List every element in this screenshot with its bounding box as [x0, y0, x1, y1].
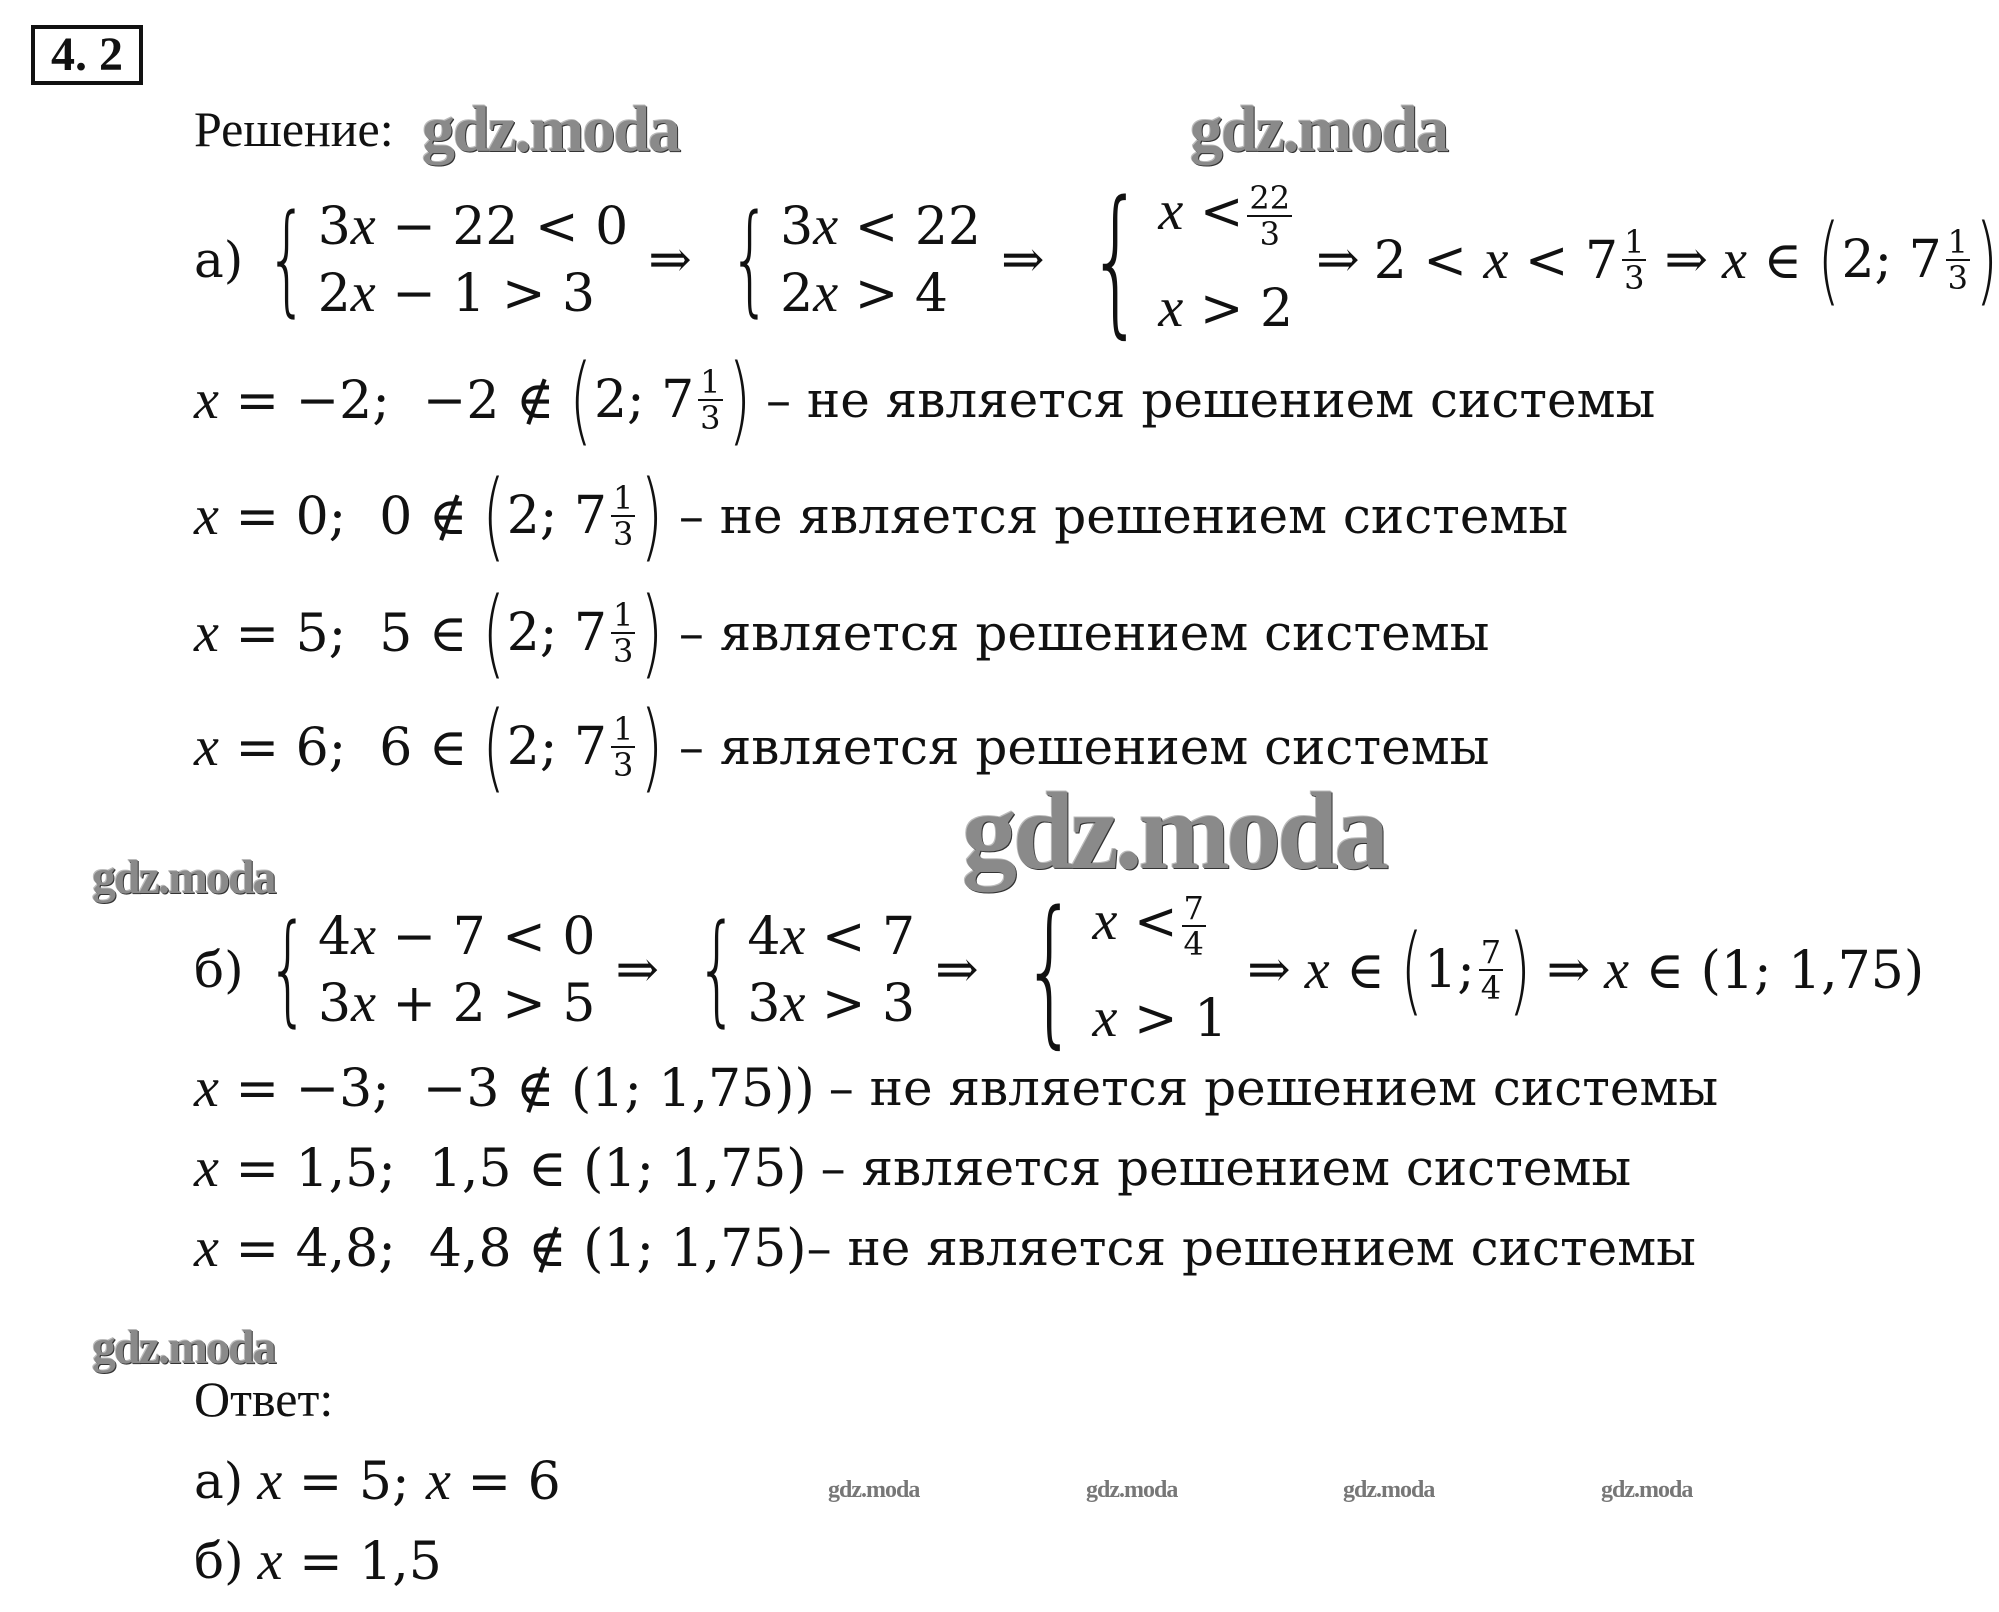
- check-math: x = 4,8; 4,8 ∉ (1; 1,75): [194, 1217, 807, 1279]
- part-b-system: [194, 876, 1925, 1063]
- membership: x ∈: [1722, 229, 1802, 291]
- brace-icon: {: [696, 900, 739, 1039]
- paren-right: ): [640, 460, 664, 572]
- watermark: gdz.moda: [828, 1477, 920, 1503]
- inequality: 2 < x < 7: [1373, 229, 1619, 291]
- fraction: [1182, 888, 1206, 963]
- denominator: 3: [700, 399, 721, 437]
- numerator: 1: [613, 710, 634, 748]
- part-b-label: б): [194, 941, 244, 999]
- implies-arrow: ⇒: [1316, 230, 1360, 290]
- membership: x ∈ (1; 1,75): [1604, 939, 1925, 1001]
- inequality: 2x − 1 > 3: [317, 262, 596, 324]
- watermark: gdz.moda: [1086, 1477, 1178, 1503]
- check-line: [194, 1138, 1631, 1198]
- answer-a: [194, 1451, 561, 1511]
- interval: 2; 7: [506, 486, 608, 546]
- brace-icon: {: [266, 190, 309, 329]
- watermark: gdz.moda: [1343, 1477, 1435, 1503]
- inequality: 3x < 22: [780, 195, 981, 257]
- check-line: [194, 1218, 1696, 1278]
- watermark: gdz.moda: [92, 1321, 275, 1374]
- answer-b: [194, 1531, 442, 1591]
- check-math: x = 0; 0 ∉: [194, 485, 468, 547]
- numerator: 7: [1183, 888, 1204, 927]
- solution-label: Решение:: [194, 101, 394, 157]
- check-conclusion: – является решением системы: [678, 718, 1490, 776]
- numerator: 22: [1249, 178, 1291, 217]
- fraction: [611, 712, 635, 782]
- system: [679, 900, 916, 1039]
- system: [250, 900, 596, 1039]
- denominator: 4: [1183, 924, 1204, 963]
- fraction: [698, 365, 722, 435]
- inequality: x <: [1158, 180, 1244, 242]
- system: [712, 190, 981, 329]
- paren-left: (: [482, 691, 506, 803]
- denominator: 3: [613, 632, 634, 670]
- implies-arrow: ⇒: [1001, 230, 1045, 290]
- paren-right: ): [1508, 914, 1532, 1026]
- check-conclusion: – является решением системы: [678, 604, 1490, 662]
- numerator: 7: [1480, 933, 1502, 971]
- watermark: gdz.moda: [962, 770, 1386, 892]
- denominator: 3: [1947, 259, 1969, 297]
- interval: 2; 7: [1841, 230, 1942, 290]
- inequality: 3x − 22 < 0: [317, 195, 629, 257]
- check-math: x = 1,5; 1,5 ∈ (1; 1,75): [194, 1137, 807, 1199]
- check-conclusion: – не является решением системы: [678, 487, 1569, 545]
- paren-left: (: [482, 577, 506, 689]
- brace-icon: {: [1021, 876, 1078, 1063]
- inequality: x <: [1092, 890, 1178, 952]
- fraction: [1622, 225, 1646, 295]
- answer-b-label: б): [194, 1532, 244, 1590]
- inequality: x > 2: [1158, 277, 1294, 339]
- denominator: 3: [613, 746, 634, 784]
- inequality: 4x − 7 < 0: [317, 905, 596, 967]
- numerator: 1: [1624, 223, 1645, 261]
- answer-label: Ответ:: [194, 1371, 334, 1427]
- fraction: [1247, 178, 1292, 253]
- check-line: [194, 691, 1490, 803]
- interval: 2; 7: [506, 603, 608, 663]
- check-line: [194, 344, 1656, 456]
- implies-arrow: ⇒: [615, 940, 660, 1000]
- paren-left: (: [1817, 204, 1840, 316]
- system: [999, 873, 1227, 1067]
- denominator: 3: [1624, 259, 1645, 297]
- fraction: [1479, 935, 1503, 1005]
- answer-a-label: а): [194, 1452, 244, 1510]
- paren-right: ): [1975, 204, 1998, 316]
- fraction: [611, 481, 635, 551]
- inequality: 3x + 2 > 5: [317, 972, 596, 1034]
- fraction: [1946, 225, 1970, 295]
- inequality: 3x > 3: [747, 972, 916, 1034]
- check-line: [194, 460, 1569, 572]
- implies-arrow: ⇒: [1247, 940, 1291, 1000]
- brace-icon: {: [1087, 166, 1144, 353]
- interval: 2; 7: [593, 370, 695, 430]
- interval: 1;: [1424, 940, 1475, 1000]
- numerator: 1: [1947, 223, 1969, 261]
- watermark: gdz.moda: [1601, 1477, 1693, 1503]
- paren-right: ): [728, 344, 751, 456]
- denominator: 3: [1259, 214, 1280, 253]
- denominator: 3: [613, 515, 634, 553]
- check-math: x = −3; −3 ∉ (1; 1,75)): [194, 1057, 815, 1119]
- membership: x ∈: [1304, 939, 1385, 1001]
- check-math: x = 5; 5 ∈: [194, 602, 468, 664]
- system: [1065, 163, 1297, 357]
- implies-arrow: ⇒: [648, 230, 692, 290]
- answer-a-value: x = 5; x = 6: [257, 1450, 561, 1512]
- check-conclusion: – является решением системы: [820, 1139, 1632, 1197]
- paren-right: ): [640, 691, 664, 803]
- inequality: x > 1: [1092, 987, 1228, 1049]
- check-conclusion: – не является решением системы: [828, 1059, 1719, 1117]
- numerator: 1: [700, 363, 721, 401]
- fraction: [611, 598, 635, 668]
- check-math: x = 6; 6 ∈: [194, 716, 468, 778]
- implies-arrow: ⇒: [935, 940, 979, 1000]
- check-line: [194, 1058, 1718, 1118]
- numerator: 1: [613, 596, 634, 634]
- implies-arrow: ⇒: [1664, 230, 1709, 290]
- check-math: x = −2; −2 ∉: [194, 369, 555, 431]
- denominator: 4: [1480, 969, 1502, 1007]
- task-number: 4. 2: [31, 25, 143, 85]
- paren-left: (: [1400, 914, 1423, 1026]
- part-a-system: [194, 166, 1999, 353]
- answer-b-value: x = 1,5: [257, 1530, 442, 1592]
- check-line: [194, 577, 1490, 689]
- brace-icon: {: [728, 190, 771, 329]
- watermark: gdz.moda: [422, 93, 680, 166]
- check-conclusion: – не является решением системы: [806, 1219, 1696, 1277]
- part-a-label: а): [194, 231, 244, 289]
- inequality: 2x > 4: [780, 262, 948, 324]
- paren-left: (: [482, 460, 506, 572]
- watermark: gdz.moda: [92, 851, 275, 904]
- implies-arrow: ⇒: [1546, 940, 1591, 1000]
- brace-icon: {: [266, 900, 309, 1039]
- numerator: 1: [613, 479, 634, 517]
- watermark: gdz.moda: [1190, 93, 1448, 166]
- interval: 2; 7: [506, 717, 608, 777]
- check-conclusion: – не является решением системы: [765, 371, 1656, 429]
- paren-left: (: [569, 344, 593, 456]
- system: [249, 190, 629, 329]
- paren-right: ): [640, 577, 664, 689]
- inequality: 4x < 7: [747, 905, 916, 967]
